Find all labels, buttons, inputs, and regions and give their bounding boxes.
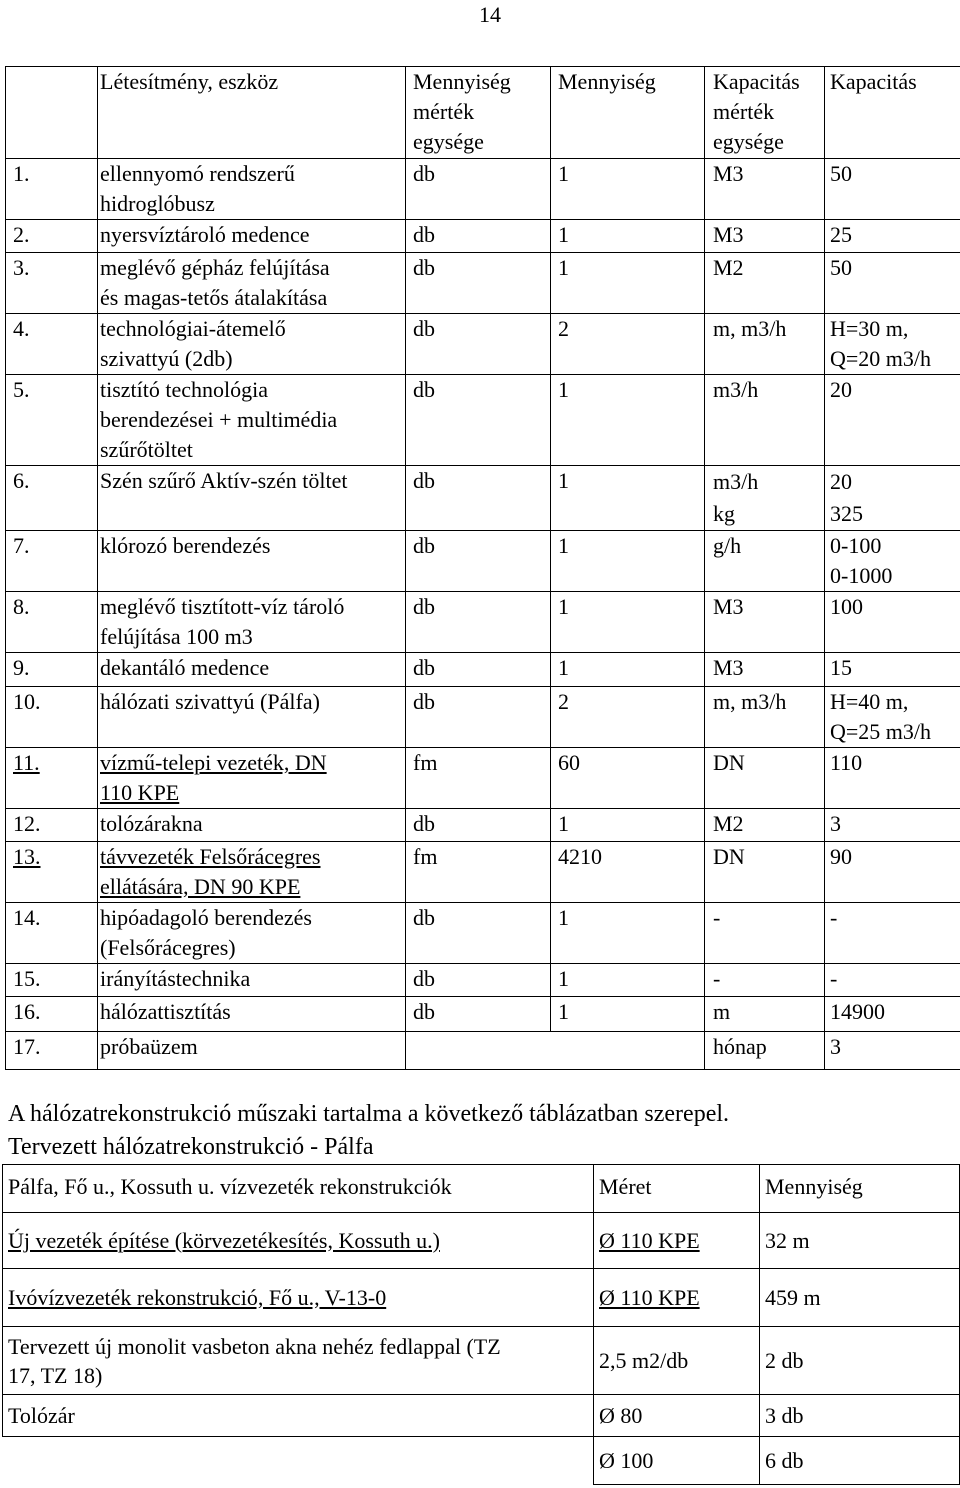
row-size: Ø 110 KPE <box>594 1269 760 1327</box>
row-cap: 110 <box>825 748 960 809</box>
row-cap-unit: hónap <box>705 1032 825 1070</box>
row-cap: 3 <box>825 1032 960 1070</box>
row-unit: db <box>406 253 551 314</box>
paragraph-text: A hálózatrekonstrukció műszaki tartalma a következő táblázatban szerepel. <box>8 1101 730 1127</box>
row-cap-unit: m, m3/h <box>705 314 825 375</box>
row-cap-unit: m3/h <box>705 375 825 466</box>
row-number: 8. <box>6 592 98 653</box>
row-name: klórozó berendezés <box>98 531 406 592</box>
row-name: Szén szűrő Aktív-szén töltet <box>98 466 406 531</box>
table-header-row <box>3 1165 960 1213</box>
header-cap-unit: Kapacitás mérték egysége <box>705 67 825 159</box>
row-name: technológiai-átemelő szivattyú (2db) <box>98 314 406 375</box>
row-number: 9. <box>6 653 98 687</box>
row-unit: db <box>406 220 551 253</box>
table-row <box>6 997 960 1032</box>
row-unit: db <box>406 159 551 220</box>
row-qty: 1 <box>551 997 705 1032</box>
header-item: Létesítmény, eszköz <box>98 67 406 159</box>
row-number: 5. <box>6 375 98 466</box>
row-unit: db <box>406 964 551 997</box>
row-cap: 3 <box>825 809 960 842</box>
table-row <box>6 1032 960 1070</box>
row-cap: - <box>825 903 960 964</box>
row-cap: 0-100 0-1000 <box>825 531 960 592</box>
row-cap: 14900 <box>825 997 960 1032</box>
row-cap-unit: M3 <box>705 159 825 220</box>
header-qty-unit: Mennyiség mérték egysége <box>406 67 551 159</box>
header-cap: Kapacitás <box>825 67 960 159</box>
table2-title: Tervezett hálózatrekonstrukció - Pálfa <box>8 1134 374 1160</box>
row-cap-unit: - <box>705 903 825 964</box>
row-name: meglévő gépház felújítása és magas-tetős átalakítása <box>98 253 406 314</box>
row-cap: 50 <box>825 253 960 314</box>
row-name: hálózati szivattyú (Pálfa) <box>98 687 406 748</box>
row-unit: db <box>406 531 551 592</box>
row-number: 11. <box>6 748 98 809</box>
row-qty: 1 <box>551 253 705 314</box>
row-name: tolózárakna <box>98 809 406 842</box>
page-number: 14 <box>479 2 501 27</box>
row-desc: Tervezett új monolit vasbeton akna nehéz fedlappal (TZ 17, TZ 18) <box>3 1327 594 1395</box>
row-cap: 15 <box>825 653 960 687</box>
row-name: távvezeték Felsőrácegres ellátására, DN 90 KPE <box>98 842 406 903</box>
row-qty: 4210 <box>551 842 705 903</box>
row-name: hálózattisztítás <box>98 997 406 1032</box>
row-unit: db <box>406 997 551 1032</box>
table-row <box>6 748 960 809</box>
row-cap: H=30 m, Q=20 m3/h <box>825 314 960 375</box>
row-qty: 6 db <box>760 1437 960 1485</box>
row-unit: db <box>406 903 551 964</box>
row-cap-unit: M2 <box>705 809 825 842</box>
row-cap-unit: M3 <box>705 220 825 253</box>
row-name: vízmű-telepi vezeték, DN 110 KPE <box>98 748 406 809</box>
row-cap-unit: DN <box>705 748 825 809</box>
row-cap: 20 <box>825 375 960 466</box>
table-row <box>3 1269 960 1327</box>
row-qty: 1 <box>551 531 705 592</box>
row-qty: 1 <box>551 159 705 220</box>
row-name: próbaüzem <box>98 1032 406 1070</box>
table-row <box>6 903 960 964</box>
row-cap: 20 325 <box>825 466 960 531</box>
row-cap-unit: DN <box>705 842 825 903</box>
reconstruction-table <box>2 1164 960 1485</box>
row-number: 16. <box>6 997 98 1032</box>
row-qty: 1 <box>551 903 705 964</box>
table-row <box>6 531 960 592</box>
row-desc: Tolózár <box>3 1395 594 1437</box>
row-number: 1. <box>6 159 98 220</box>
row-name: dekantáló medence <box>98 653 406 687</box>
row-cap: 100 <box>825 592 960 653</box>
row-unit: db <box>406 809 551 842</box>
row-qty: 60 <box>551 748 705 809</box>
table-row <box>6 375 960 466</box>
row-unit: db <box>406 653 551 687</box>
row-qty: 459 m <box>760 1269 960 1327</box>
row-number: 14. <box>6 903 98 964</box>
row-size: Ø 110 KPE <box>594 1213 760 1269</box>
header-desc: Pálfa, Fő u., Kossuth u. vízvezeték rekonstrukciók <box>3 1165 594 1213</box>
row-cap-unit: g/h <box>705 531 825 592</box>
table-row <box>3 1213 960 1269</box>
table-row <box>6 964 960 997</box>
row-qty: 1 <box>551 220 705 253</box>
row-name: irányítástechnika <box>98 964 406 997</box>
row-number: 6. <box>6 466 98 531</box>
header-num-cell <box>6 67 98 159</box>
row-number: 13. <box>6 842 98 903</box>
table-row <box>3 1395 960 1437</box>
table-row <box>6 592 960 653</box>
row-unit: db <box>406 314 551 375</box>
row-cap: 50 <box>825 159 960 220</box>
row-cap: 25 <box>825 220 960 253</box>
facilities-table <box>5 66 960 1070</box>
table-row <box>6 253 960 314</box>
row-unit: fm <box>406 748 551 809</box>
row-unit: db <box>406 592 551 653</box>
row-desc: Új vezeték építése (körvezetékesítés, Kossuth u.) <box>3 1213 594 1269</box>
row-qty: 1 <box>551 653 705 687</box>
table-row <box>3 1327 960 1395</box>
row-unit <box>406 1032 705 1070</box>
row-desc <box>3 1437 594 1485</box>
row-size: 2,5 m2/db <box>594 1327 760 1395</box>
row-number: 3. <box>6 253 98 314</box>
row-qty: 2 <box>551 687 705 748</box>
row-name: ellennyomó rendszerű hidroglóbusz <box>98 159 406 220</box>
row-name: nyersvíztároló medence <box>98 220 406 253</box>
row-size: Ø 100 <box>594 1437 760 1485</box>
row-qty: 1 <box>551 592 705 653</box>
row-name: tisztító technológia berendezései + multimédia szűrőtöltet <box>98 375 406 466</box>
table-header-row <box>6 67 960 159</box>
row-cap-unit: M3 <box>705 592 825 653</box>
row-qty: 3 db <box>760 1395 960 1437</box>
table-row <box>6 653 960 687</box>
row-cap-unit: M3 <box>705 653 825 687</box>
row-unit: fm <box>406 842 551 903</box>
row-name: hipóadagoló berendezés (Felsőrácegres) <box>98 903 406 964</box>
row-size: Ø 80 <box>594 1395 760 1437</box>
row-number: 15. <box>6 964 98 997</box>
header-size: Méret <box>594 1165 760 1213</box>
row-qty: 1 <box>551 466 705 531</box>
row-name: meglévő tisztított-víz tároló felújítása 100 m3 <box>98 592 406 653</box>
row-qty: 2 <box>551 314 705 375</box>
row-unit: db <box>406 375 551 466</box>
row-unit: db <box>406 466 551 531</box>
table-row <box>6 220 960 253</box>
row-cap: - <box>825 964 960 997</box>
table-row <box>6 159 960 220</box>
header-qty: Mennyiség <box>551 67 705 159</box>
row-number: 4. <box>6 314 98 375</box>
row-number: 10. <box>6 687 98 748</box>
row-qty: 1 <box>551 964 705 997</box>
row-cap-unit: m <box>705 997 825 1032</box>
row-cap-unit: - <box>705 964 825 997</box>
table-row <box>6 687 960 748</box>
row-cap: H=40 m, Q=25 m3/h <box>825 687 960 748</box>
row-qty: 1 <box>551 809 705 842</box>
row-unit: db <box>406 687 551 748</box>
table-row <box>3 1437 960 1485</box>
row-number: 17. <box>6 1032 98 1070</box>
row-qty: 32 m <box>760 1213 960 1269</box>
row-number: 2. <box>6 220 98 253</box>
table-row <box>6 809 960 842</box>
table-row <box>6 466 960 531</box>
row-cap-unit: m3/h kg <box>705 466 825 531</box>
row-qty: 2 db <box>760 1327 960 1395</box>
row-cap-unit: m, m3/h <box>705 687 825 748</box>
header-qty: Mennyiség <box>760 1165 960 1213</box>
row-desc: Ivóvízvezeték rekonstrukció, Fő u., V-13-0 <box>3 1269 594 1327</box>
row-cap: 90 <box>825 842 960 903</box>
table-row <box>6 314 960 375</box>
table-row <box>6 842 960 903</box>
row-number: 12. <box>6 809 98 842</box>
row-number: 7. <box>6 531 98 592</box>
row-cap-unit: M2 <box>705 253 825 314</box>
row-qty: 1 <box>551 375 705 466</box>
